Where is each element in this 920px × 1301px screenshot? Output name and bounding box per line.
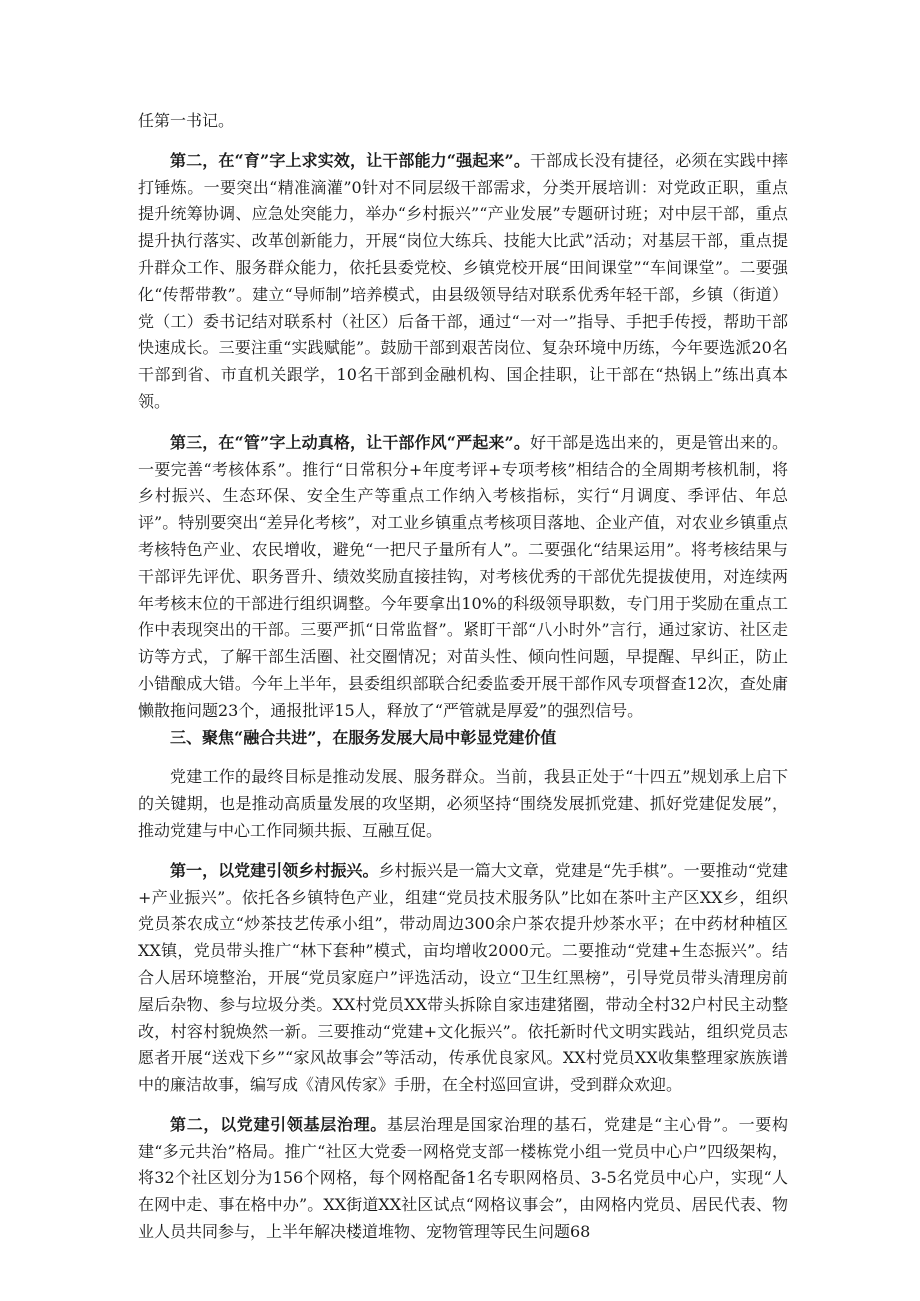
paragraph-lead: 第一，以党建引领乡村振兴。 — [170, 860, 379, 880]
paragraph-text: 好干部是选出来的，更是管出来的。一要完善“考核体系”。推行“日常积分+年度考评+专项考核”相结合的全周期考核机制，将乡村振兴、生态环保、安全生产等重点工作纳入考核指标，实行“月调度、季评估、年总评”。特别要突出“差异化考核”，对工业乡镇重点考核项目落地、企业产值，对农业乡镇重点考核特色产业、农民增收，避免“一把尺子量所有人”。二要强化“结果运用”。将考核结果与干部评先评优、职务晋升、绩效奖励直接挂钩，对考核优秀的干部优先提拔使用，对连续两年考核末位的干部进行组织调整。今年要拿出10%的科级领导职数，专门用于奖励在重点工作中表现突出的干部。三要严抓“日常监督”。紧盯干部“八小时外”言行，通过家访、社区走访等方式，了解干部生活圈、社交圈情况；对苗头性、倾向性问题，早提醒、早纠正，防止小错酿成大错。今年上半年，县委组织部联合纪委监委开展干部作风专项督查12次，查处庸懒散拖问题23个，通报批评15人，释放了“严管就是厚爱”的强烈信号。 — [138, 432, 788, 720]
paragraph-text: 党建工作的最终目标是推动发展、服务群众。当前，我县正处于“十四五”规划承上启下的关键期，也是推动高质量发展的攻坚期，必须坚持“围绕发展抓党建、抓好党建促发展”，推动党建与中心工作同频共振、互融互促。 — [138, 767, 788, 840]
paragraph-manage-cadres — [138, 430, 788, 725]
paragraph-continuation — [138, 108, 788, 135]
document-page — [138, 108, 788, 1246]
paragraph-lead: 第三，在“管”字上动真格，让干部作风“严起来”。 — [170, 432, 530, 452]
paragraph-cultivate-cadres — [138, 148, 788, 416]
paragraph-party-building-goal — [138, 764, 788, 844]
paragraph-grassroots-governance — [138, 1112, 788, 1246]
paragraph-text: 乡村振兴是一篇大文章，党建是“先手棋”。一要推动“党建+产业振兴”。依托各乡镇特色产业，组建“党员技术服务队”比如在茶叶主产区XX乡，组织党员茶农成立“炒茶技艺传承小组”，带动周边300余户茶农提升炒茶水平；在中药材种植区XX镇，党员带头推广“林下套种”模式，亩均增收2000元。二要推动“党建+生态振兴”。结合人居环境整治，开展“党员家庭户”评选活动，设立“卫生红黑榜”，引导党员带头清理房前屋后杂物、参与垃圾分类。XX村党员XX带头拆除自家违建猪圈，带动全村32户村民主动整改，村容村貌焕然一新。三要推动“党建+文化振兴”。依托新时代文明实践站，组织党员志愿者开展“送戏下乡”“家风故事会”等活动，传承优良家风。XX村党员XX收集整理家族族谱中的廉洁故事，编写成《清风传家》手册，在全村巡回宣讲，受到群众欢迎。 — [138, 860, 788, 1095]
section-heading-three: 三、聚焦“融合共进”，在服务发展大局中彰显党建价值 — [170, 727, 557, 747]
paragraph-text: 干部成长没有捷径，必须在实践中摔打锤炼。一要突出“精准滴灌”0针对不同层级干部需求，分类开展培训：对党政正职，重点提升统筹协调、应急处突能力，举办“乡村振兴”“产业发展”专题研讨班；对中层干部，重点提升执行落实、改革创新能力，开展“岗位大练兵、技能大比武”活动；对基层干部，重点提升群众工作、服务群众能力，依托县委党校、乡镇党校开展“田间课堂”“车间课堂”。二要强化“传帮带教”。建立“导师制”培养模式，由县级领导结对联系优秀年轻干部，乡镇（街道）党（工）委书记结对联系村（社区）后备干部，通过“一对一”指导、手把手传授，帮助干部快速成长。三要注重“实践赋能”。鼓励干部到艰苦岗位、复杂环境中历练，今年要选派20名干部到省、市直机关跟学，10名干部到金融机构、国企挂职，让干部在“热锅上”练出真本领。 — [138, 150, 788, 411]
paragraph-rural-revitalization — [138, 858, 788, 1099]
paragraph-lead: 第二，在“育”字上求实效，让干部能力“强起来”。 — [170, 150, 530, 170]
paragraph-text: 任第一书记。 — [138, 111, 235, 130]
paragraph-text: 基层治理是国家治理的基石，党建是“主心骨”。一要构建“多元共治”格局。推广“社区大党委一网格党支部一楼栋党小组一党员中心户”四级架构，将32个社区划分为156个网格，每个网格配备1名专职网格员、3-5名党员中心户，实现“人在网中走、事在格中办”。XX街道XX社区试点“网格议事会”，由网格内党员、居民代表、物业人员共同参与，上半年解决楼道堆物、宠物管理等民生问题68 — [138, 1114, 788, 1242]
paragraph-lead: 第二，以党建引领基层治理。 — [170, 1114, 387, 1134]
